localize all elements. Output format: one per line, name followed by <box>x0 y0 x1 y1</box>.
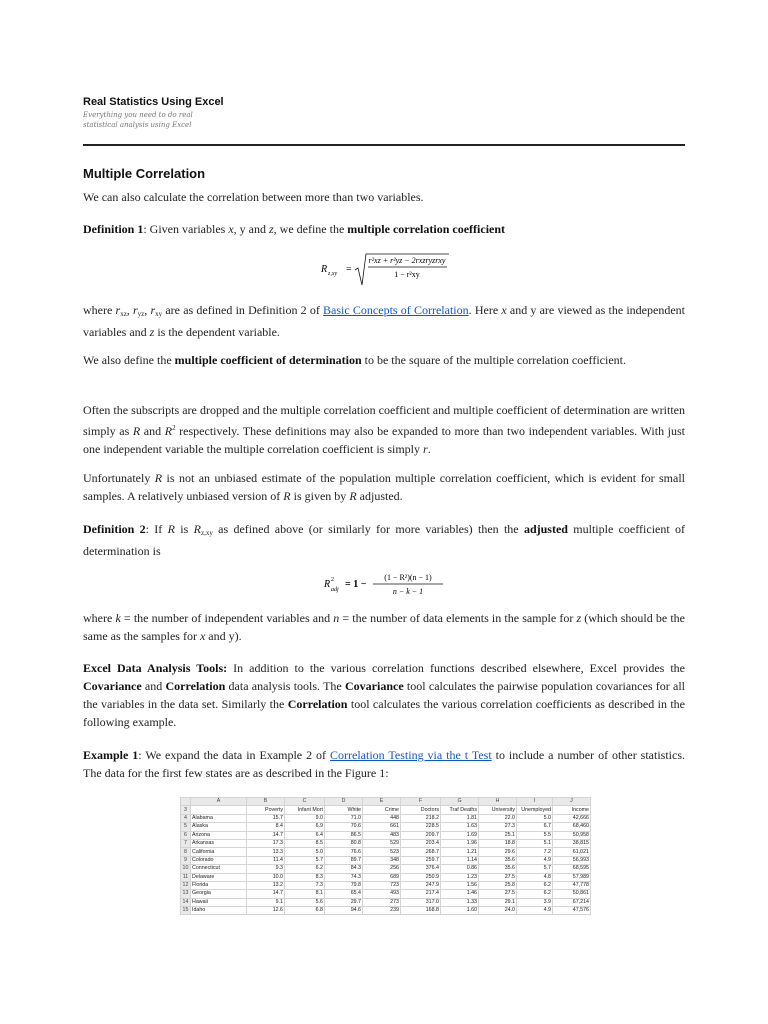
value-cell: 67,214 <box>553 898 591 906</box>
value-cell: 86.5 <box>325 831 363 839</box>
example-1-text: : We expand the data in Example 2 of <box>138 748 331 762</box>
example-1-label: Example 1 <box>83 748 139 762</box>
where-text: . Here <box>468 303 502 317</box>
value-cell: 1.60 <box>441 907 479 915</box>
value-cell: 11.4 <box>247 856 285 864</box>
where-paragraph-1 <box>83 301 685 341</box>
tagline-line-1: Everything you need to do real <box>83 111 193 119</box>
value-cell: 38,815 <box>553 839 591 847</box>
value-cell: 15.7 <box>247 814 285 822</box>
row-number: 10 <box>181 865 191 873</box>
definition-1 <box>83 220 685 238</box>
value-cell: 14.7 <box>247 831 285 839</box>
excel-tools-text: and <box>141 679 166 693</box>
excel-tools-text: tool calculates the various correlation coefficients as described in the following example. <box>83 697 686 729</box>
row-number: 6 <box>181 831 191 839</box>
where-text: and y). <box>205 629 242 643</box>
value-cell: 14.7 <box>247 890 285 898</box>
row-number: 9 <box>181 856 191 864</box>
table-row <box>181 848 591 856</box>
site-tagline <box>83 110 223 130</box>
column-header: Crime <box>363 806 401 814</box>
column-header: Income <box>553 806 591 814</box>
column-header: Doctors <box>401 806 441 814</box>
definition-2 <box>83 520 685 560</box>
column-header <box>191 806 247 814</box>
symbol-sub: xz <box>120 310 127 318</box>
term-adjusted: adjusted <box>523 522 568 536</box>
formula-2-svg <box>83 566 685 600</box>
value-cell: 5.0 <box>517 814 553 822</box>
value-cell: 6.8 <box>285 907 325 915</box>
value-cell: 22.0 <box>479 814 517 822</box>
value-cell: 317.0 <box>401 898 441 906</box>
value-cell: 1.14 <box>441 856 479 864</box>
symbol-R: R <box>349 489 357 503</box>
header-row <box>181 806 591 814</box>
value-cell: 18.8 <box>479 839 517 847</box>
value-cell: 13.3 <box>247 848 285 856</box>
table-row <box>181 881 591 889</box>
value-cell: 27.5 <box>479 873 517 881</box>
formula-2-numerator: (1 − R²)(n − 1) <box>384 573 432 582</box>
column-letter: C <box>285 798 325 806</box>
table-row <box>181 814 591 822</box>
value-cell: 8.3 <box>285 873 325 881</box>
symbol-r: r <box>133 303 138 317</box>
where-text: (which should be the same as the samples for <box>83 611 685 643</box>
state-cell: California <box>191 848 247 856</box>
column-letter: D <box>325 798 363 806</box>
value-cell: 6.4 <box>285 831 325 839</box>
value-cell: 50,861 <box>553 890 591 898</box>
subscripts-paragraph <box>83 401 685 458</box>
table-row <box>181 831 591 839</box>
table-row <box>181 856 591 864</box>
article-heading: Multiple Correlation <box>83 166 206 181</box>
header-divider <box>83 144 685 146</box>
formula-1-lhs: R <box>321 264 328 275</box>
subscripts-text: Often the subscripts are dropped and the multiple correlation coefficient and multiple coefficient of determination are written simply as <box>83 403 685 438</box>
value-cell: 79.8 <box>325 881 363 889</box>
value-cell: 5.1 <box>517 839 553 847</box>
value-cell: 661 <box>363 823 401 831</box>
column-header: White <box>325 806 363 814</box>
page <box>83 0 685 1024</box>
column-letter: A <box>191 798 247 806</box>
state-cell: Colorado <box>191 856 247 864</box>
value-cell: 29.6 <box>479 848 517 856</box>
where-text: = the number of data elements in the sample for <box>339 611 577 625</box>
where-text: and y are viewed as the independent variables and <box>83 303 685 339</box>
value-cell: 239 <box>363 907 401 915</box>
var-z: z <box>149 325 155 339</box>
value-cell: 7.2 <box>517 848 553 856</box>
value-cell: 47,778 <box>553 881 591 889</box>
value-cell: 42,666 <box>553 814 591 822</box>
term-multiple-correlation-coefficient: multiple correlation coefficient <box>347 222 506 236</box>
value-cell: 3.9 <box>517 898 553 906</box>
column-letter: J <box>553 798 591 806</box>
definition-2-text: is <box>174 522 194 536</box>
value-cell: 24.0 <box>479 907 517 915</box>
determination-text: We also define the <box>83 353 175 367</box>
value-cell: 8.5 <box>285 839 325 847</box>
definition-2-text: as defined above (or similarly for more variables) then the <box>212 522 524 536</box>
table-row <box>181 907 591 915</box>
value-cell: 376.4 <box>401 865 441 873</box>
value-cell: 29.7 <box>325 898 363 906</box>
excel-tools-text: tool calculates the pairwise population covariances for all the variables in the data set. Similarly the <box>83 679 685 711</box>
definition-1-text: , y and <box>233 222 269 236</box>
value-cell: 4.8 <box>517 873 553 881</box>
column-letter: G <box>441 798 479 806</box>
formula-2-lhs: R <box>324 579 331 590</box>
value-cell: 10.0 <box>247 873 285 881</box>
value-cell: 6.9 <box>285 823 325 831</box>
value-cell: 493 <box>363 890 401 898</box>
term-correlation: Correlation <box>165 679 226 693</box>
table-row <box>181 839 591 847</box>
term-covariance: Covariance <box>83 679 142 693</box>
formula-1-denominator: 1 − r²xy <box>394 270 420 279</box>
value-cell: 217.4 <box>401 890 441 898</box>
row-number: 15 <box>181 907 191 915</box>
value-cell: 80.8 <box>325 839 363 847</box>
symbol-r: r <box>150 303 156 317</box>
unbiased-text: is not an unbiased estimate of the population multiple correlation coefficient, which is evident for small samples. A relatively unbiased version of <box>83 471 686 503</box>
value-cell: 259.7 <box>401 856 441 864</box>
value-cell: 7.3 <box>285 881 325 889</box>
value-cell: 6.2 <box>517 890 553 898</box>
state-cell: Idaho <box>191 907 247 915</box>
value-cell: 0.86 <box>441 865 479 873</box>
formula-multiple-correlation <box>83 248 685 288</box>
value-cell: 76.6 <box>325 848 363 856</box>
value-cell: 448 <box>363 814 401 822</box>
column-letter: I <box>517 798 553 806</box>
value-cell: 71.0 <box>325 814 363 822</box>
where-text: , <box>126 303 133 317</box>
state-cell: Georgia <box>191 890 247 898</box>
value-cell: 1.46 <box>441 890 479 898</box>
term-covariance: Covariance <box>345 679 404 693</box>
formula-1-lhs-sub: z,xy <box>328 271 338 277</box>
value-cell: 1.56 <box>441 881 479 889</box>
state-cell: Alabama <box>191 814 247 822</box>
spreadsheet-table <box>180 797 591 915</box>
symbol-sub: yz <box>137 310 145 318</box>
value-cell: 228.5 <box>401 823 441 831</box>
row-number: 14 <box>181 898 191 906</box>
value-cell: 68,595 <box>553 865 591 873</box>
value-cell: 6.7 <box>517 823 553 831</box>
where-text: is the dependent variable. <box>154 325 280 339</box>
definition-2-text: : If <box>145 522 168 536</box>
value-cell: 47,576 <box>553 907 591 915</box>
value-cell: 247.9 <box>401 881 441 889</box>
definition-1-label: Definition 1 <box>83 222 144 236</box>
value-cell: 1.81 <box>441 814 479 822</box>
value-cell: 348 <box>363 856 401 864</box>
column-header: Unemployed <box>517 806 553 814</box>
column-header: Traf Deaths <box>441 806 479 814</box>
subscripts-text: respectively. These definitions may also be expanded to more than two independent variables. With just one independent variable the multiple correlation coefficient is simply <box>83 424 686 456</box>
definition-1-text: : Given variables <box>143 222 229 236</box>
value-cell: 5.6 <box>285 898 325 906</box>
row-number: 5 <box>181 823 191 831</box>
var-n: n <box>333 611 340 625</box>
formula-2-denominator: n − k − 1 <box>392 587 424 596</box>
column-header: Poverty <box>247 806 285 814</box>
link-correlation-testing-via-t-test[interactable]: Correlation Testing via the t Test <box>330 748 492 762</box>
subscripts-text: . <box>427 442 431 456</box>
where-text: , <box>144 303 151 317</box>
value-cell: 25.1 <box>479 831 517 839</box>
value-cell: 723 <box>363 881 401 889</box>
state-cell: Arkansas <box>191 839 247 847</box>
formula-2-lhs-sub: adj <box>331 587 339 593</box>
unbiased-text: Unfortunately <box>83 471 155 485</box>
symbol-R: R <box>193 522 201 536</box>
value-cell: 218.2 <box>401 814 441 822</box>
row-number: 13 <box>181 890 191 898</box>
state-cell: Arizona <box>191 831 247 839</box>
tagline-line-2: statistical analysis using Excel <box>83 121 192 129</box>
value-cell: 17.3 <box>247 839 285 847</box>
value-cell: 523 <box>363 848 401 856</box>
value-cell: 689 <box>363 873 401 881</box>
row-number: 11 <box>181 873 191 881</box>
value-cell: 5.7 <box>517 865 553 873</box>
value-cell: 9.1 <box>247 898 285 906</box>
symbol-sup: 2 <box>172 424 176 432</box>
excel-tools-paragraph <box>83 659 685 731</box>
value-cell: 5.0 <box>285 848 325 856</box>
value-cell: 268.7 <box>401 848 441 856</box>
formula-2-equals: = 1 − <box>345 579 367 590</box>
formula-1-svg <box>83 248 685 288</box>
formula-2-lhs-sup: 2 <box>331 577 334 583</box>
value-cell: 8.4 <box>247 823 285 831</box>
figure-1-spreadsheet <box>180 797 590 915</box>
value-cell: 1.96 <box>441 839 479 847</box>
value-cell: 8.1 <box>285 890 325 898</box>
value-cell: 56,993 <box>553 856 591 864</box>
value-cell: 6.2 <box>285 865 325 873</box>
spreadsheet-body <box>181 798 591 915</box>
subscripts-text: and <box>140 424 165 438</box>
intro-paragraph: We can also calculate the correlation between more than two variables. <box>83 190 424 204</box>
value-cell: 74.3 <box>325 873 363 881</box>
value-cell: 12.6 <box>247 907 285 915</box>
var-z: z <box>268 222 274 236</box>
value-cell: 250.9 <box>401 873 441 881</box>
column-header: University <box>479 806 517 814</box>
column-letter: E <box>363 798 401 806</box>
state-cell: Alaska <box>191 823 247 831</box>
excel-tools-text: data analysis tools. The <box>225 679 346 693</box>
symbol-R: R <box>283 489 291 503</box>
value-cell: 1.23 <box>441 873 479 881</box>
term-correlation: Correlation <box>287 697 348 711</box>
var-z: z <box>576 611 582 625</box>
table-row <box>181 823 591 831</box>
definition-1-text: , we define the <box>273 222 348 236</box>
value-cell: 57,989 <box>553 873 591 881</box>
unbiased-paragraph <box>83 469 685 505</box>
excel-tools-label: Excel Data Analysis Tools: <box>83 661 228 675</box>
formula-1-equals: = <box>346 264 352 275</box>
link-basic-concepts-of-correlation[interactable]: Basic Concepts of Correlation <box>323 303 469 317</box>
value-cell: 168.8 <box>401 907 441 915</box>
where-paragraph-2 <box>83 609 685 645</box>
example-1-text: to include a number of other statistics. The data for the first few states are as described in the Figure 1: <box>83 748 685 780</box>
unbiased-text: is given by <box>290 489 350 503</box>
value-cell: 50,958 <box>553 831 591 839</box>
var-x: x <box>199 629 206 643</box>
symbol-r: r <box>423 442 428 456</box>
var-k: k <box>115 611 121 625</box>
excel-tools-text: In addition to the various correlation functions described elsewhere, Excel provides the <box>227 661 686 675</box>
state-cell: Delaware <box>191 873 247 881</box>
state-cell: Florida <box>191 881 247 889</box>
determination-paragraph <box>83 351 685 369</box>
example-1-paragraph <box>83 746 685 782</box>
value-cell: 209.7 <box>401 831 441 839</box>
value-cell: 9.3 <box>247 865 285 873</box>
column-letter-row <box>181 798 591 806</box>
value-cell: 4.9 <box>517 907 553 915</box>
column-letter: B <box>247 798 285 806</box>
table-row <box>181 873 591 881</box>
determination-text: to be the square of the multiple correlation coefficient. <box>361 353 626 367</box>
value-cell: 27.5 <box>479 890 517 898</box>
value-cell: 256 <box>363 865 401 873</box>
symbol-sub: xy <box>155 310 163 318</box>
value-cell: 65.4 <box>325 890 363 898</box>
value-cell: 1.21 <box>441 848 479 856</box>
definition-2-label: Definition 2 <box>83 522 146 536</box>
term-multiple-coefficient-of-determination: multiple coefficient of determination <box>174 353 362 367</box>
definition-2-text: multiple coefficient of determination is <box>83 522 686 558</box>
table-row <box>181 898 591 906</box>
value-cell: 1.33 <box>441 898 479 906</box>
where-text: = the number of independent variables and <box>120 611 334 625</box>
where-text: where <box>83 611 116 625</box>
value-cell: 4.9 <box>517 856 553 864</box>
value-cell: 84.3 <box>325 865 363 873</box>
formula-1-numerator: r²xz + r²yz − 2rxzryzrxy <box>368 256 446 265</box>
row-number: 8 <box>181 848 191 856</box>
value-cell: 1.63 <box>441 823 479 831</box>
column-header: Infant Mort <box>285 806 325 814</box>
value-cell: 273 <box>363 898 401 906</box>
value-cell: 13.2 <box>247 881 285 889</box>
row-number: 4 <box>181 814 191 822</box>
formula-adjusted-r-squared <box>83 566 685 600</box>
var-x: x <box>501 303 507 317</box>
value-cell: 483 <box>363 831 401 839</box>
symbol-r: r <box>115 303 121 317</box>
value-cell: 5.7 <box>285 856 325 864</box>
value-cell: 35.6 <box>479 865 517 873</box>
symbol-R: R <box>154 471 163 485</box>
value-cell: 27.3 <box>479 823 517 831</box>
state-cell: Connecticut <box>191 865 247 873</box>
value-cell: 5.5 <box>517 831 553 839</box>
value-cell: 529 <box>363 839 401 847</box>
value-cell: 61,021 <box>553 848 591 856</box>
column-letter <box>181 798 191 806</box>
table-row <box>181 890 591 898</box>
symbol-R: R <box>132 424 141 438</box>
value-cell: 1.69 <box>441 831 479 839</box>
var-x: x <box>228 222 234 236</box>
value-cell: 9.0 <box>285 814 325 822</box>
value-cell: 35.6 <box>479 856 517 864</box>
symbol-R: R <box>167 522 175 536</box>
row-number: 3 <box>181 806 191 814</box>
value-cell: 203.4 <box>401 839 441 847</box>
column-letter: F <box>401 798 441 806</box>
row-number: 7 <box>181 839 191 847</box>
column-letter: H <box>479 798 517 806</box>
symbol-R2: R <box>164 424 173 438</box>
value-cell: 94.6 <box>325 907 363 915</box>
where-text: where <box>83 303 116 317</box>
value-cell: 68,460 <box>553 823 591 831</box>
value-cell: 89.7 <box>325 856 363 864</box>
value-cell: 70.6 <box>325 823 363 831</box>
where-text: are as defined in Definition 2 of <box>162 303 324 317</box>
unbiased-text: adjusted. <box>356 489 403 503</box>
site-title[interactable]: Real Statistics Using Excel <box>83 96 224 108</box>
value-cell: 25.8 <box>479 881 517 889</box>
symbol-sub: z,xy <box>200 529 213 537</box>
value-cell: 29.1 <box>479 898 517 906</box>
state-cell: Hawaii <box>191 898 247 906</box>
table-row <box>181 865 591 873</box>
row-number: 12 <box>181 881 191 889</box>
value-cell: 6.2 <box>517 881 553 889</box>
